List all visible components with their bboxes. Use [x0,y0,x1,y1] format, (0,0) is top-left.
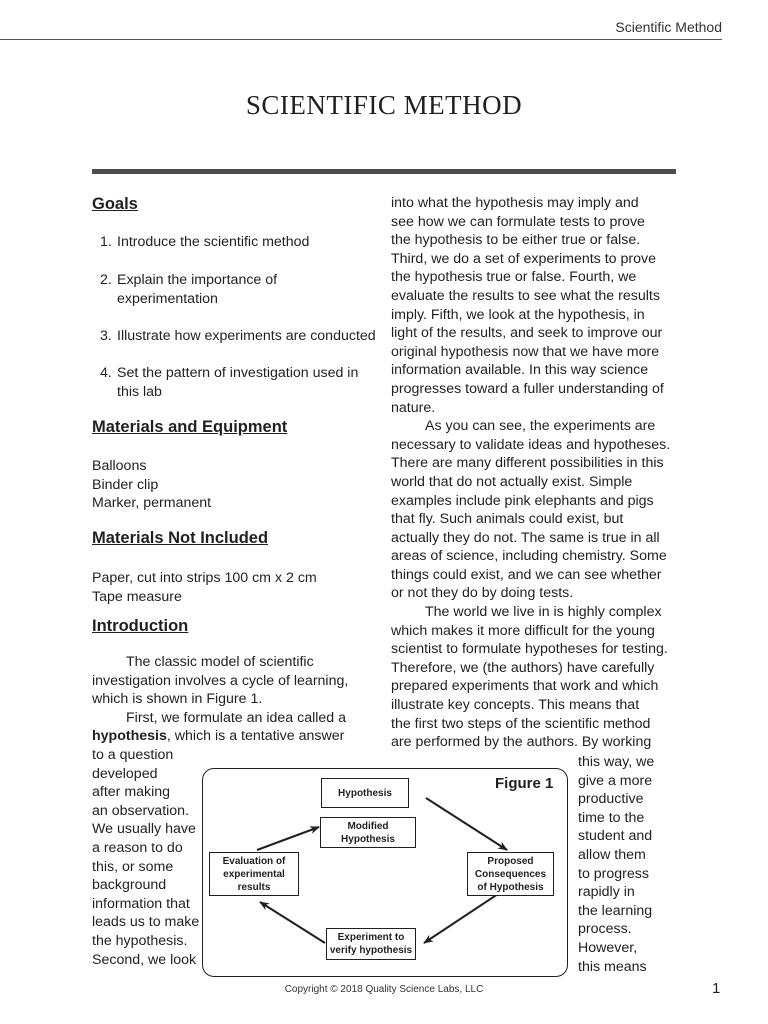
list-item: Binder clip [92,476,159,493]
arrow-proposed-to-experiment [424,888,507,943]
list-item: Tape measure [92,588,182,605]
copyright-footer: Copyright © 2018 Quality Science Labs, LLC [284,984,484,995]
modified-hypothesis-box: Modified Hypothesis [320,817,416,848]
goals-heading: Goals [92,195,138,213]
arrow-hypothesis-to-proposed [426,798,507,850]
title-divider [92,169,676,174]
goal-item-3: 3. Illustrate how experiments are conducted [100,328,376,344]
running-header: Scientific Method [615,19,722,35]
proposed-consequences-box: Proposed Consequences of Hypothesis [467,852,554,896]
list-item: Paper, cut into strips 100 cm x 2 cm [92,570,317,586]
hypothesis-box: Hypothesis [321,778,409,808]
goal-item-4: 4. Set the pattern of investigation used in this lab [100,365,359,400]
arrow-experiment-to-evaluation [260,902,325,943]
hypothesis-term: hypothesis [92,728,167,745]
header-divider [0,39,722,40]
list-item: Balloons [92,458,147,474]
experiment-box: Experiment to verify hypothesis [326,928,416,960]
materials-heading: Materials and Equipment [92,418,288,436]
introduction-paragraph-2: to a question developed after making an observation. We usually have a reason to do this, or some background information that leads us to make the hypothesis. Second, we look [92,747,200,968]
document-title: SCIENTIFIC METHOD [245,90,523,120]
introduction-paragraph-1: The classic model of scientific investigation involves a cycle of learning, which is shown in Figure 1. First, we formulate an idea called a hypothesis, which is a tentative answer [92,654,349,745]
introduction-heading: Introduction [92,617,189,635]
arrow-evaluation-to-modified [257,827,319,850]
evaluation-box: Evaluation of experimental results [209,852,299,896]
list-item: Marker, permanent [92,495,212,512]
goal-item-1: 1. Introduce the scientific method [100,234,310,250]
right-column-narrow-text: this way, we give a more productive time to the student and allow them to progress rapidly in the learning process. However, this means [578,754,655,975]
materials-not-included-heading: Materials Not Included [92,529,269,547]
page-number: 1 [712,980,721,997]
materials-list [92,457,211,513]
goal-item-2: 2. Explain the importance of experimentation [100,272,278,307]
materials-not-included-list [92,569,317,606]
right-column-text: into what the hypothesis may imply and see how we can formulate tests to prove the hypothesis to be either true or false. Third, we do a set of experiments to prove the hypothesis true or false. Fourth, we evaluate the results to see what the results imply. Fifth, we look at the hypothesis, in light of the results, and seek to improve our original hypothesis now that we have more information available. In this way science progresses toward a fuller understanding of nature. As you can see, the experiments are necessary to validate ideas and hypotheses. There are many different possibilities in this world that do not actually exist. Simple examples include pink elephants and pigs that fly. Such animals could exist, but actually they do not. The same is true in all areas of science, including chemistry. Some things could exist, and we can see whether or not they do by doing tests. The world we live in is highly complex which makes it more difficult for the young scientist to formulate hypotheses for testing. Therefore, we (the authors) have carefully prepared experiments that work and which illustrate key concepts. This means that the first two steps of the scientific method are performed by the authors. By working [391,195,671,751]
figure-1-label: Figure 1 [495,775,554,792]
